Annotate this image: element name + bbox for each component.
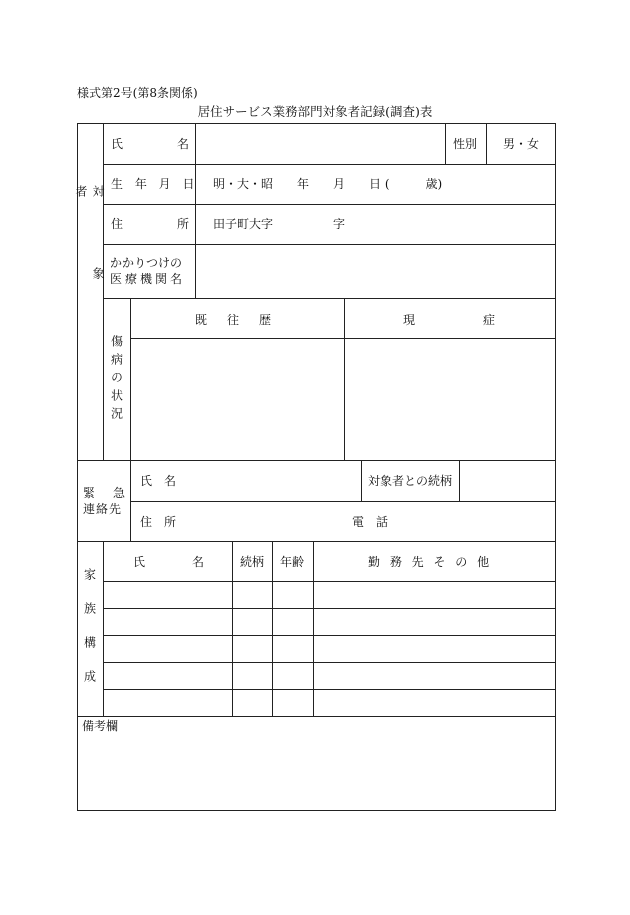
- gender-label: 性別: [453, 137, 478, 151]
- section-line: [77, 541, 556, 542]
- row-line: [103, 204, 556, 205]
- row-line: [103, 662, 556, 663]
- col-line: [459, 460, 460, 501]
- col-line: [232, 541, 233, 716]
- emergency-label-line1: 緊 急: [83, 486, 129, 500]
- col-line: [344, 298, 345, 460]
- col-line: [195, 123, 196, 298]
- emergency-label-line2: 連絡先: [83, 502, 123, 516]
- family-section-text: 家族構成: [82, 568, 97, 704]
- row-line: [130, 501, 556, 502]
- clinic-label-line1: かかりつけの: [110, 256, 183, 270]
- name-label-1: 氏: [111, 137, 124, 151]
- subject-section-text: 対象者: [74, 185, 105, 349]
- row-line: [103, 608, 556, 609]
- address-label-1: 住: [111, 217, 124, 231]
- gender-options: 男・女: [503, 137, 540, 151]
- row-line: [103, 244, 556, 245]
- history-label: 既 往 歴: [195, 313, 276, 327]
- form-border: [77, 123, 556, 811]
- col-line: [313, 541, 314, 716]
- family-col-name-1: 氏: [133, 555, 146, 569]
- form-title: 居住サービス業務部門対象者記録(調査)表: [197, 104, 433, 119]
- section-line: [77, 716, 556, 717]
- name-label-2: 名: [177, 137, 190, 151]
- col-line: [130, 298, 131, 541]
- illness-label-text: 傷病の状況: [109, 335, 124, 425]
- family-col-name-2: 名: [192, 555, 205, 569]
- birth-template: 明・大・昭 年 月 日 ( 歳): [213, 177, 443, 191]
- address-label-2: 所: [177, 217, 190, 231]
- form-number: 様式第2号(第8条関係): [77, 86, 198, 100]
- family-col-work: 勤 務 先 そ の 他: [368, 555, 493, 569]
- family-col-age: 年齢: [280, 555, 305, 569]
- illness-label: [108, 335, 126, 425]
- clinic-label-line2: 医療機関名: [110, 272, 186, 286]
- row-line: [103, 689, 556, 690]
- address-value-2: 字: [333, 217, 346, 231]
- col-line: [361, 460, 362, 501]
- row-line: [103, 581, 556, 582]
- col-line: [445, 123, 446, 164]
- remarks-label: 備考欄: [82, 719, 119, 733]
- row-line: [130, 338, 556, 339]
- row-line: [103, 635, 556, 636]
- section-line: [77, 460, 556, 461]
- current-label: 現 症: [403, 313, 500, 327]
- birth-label: 生 年 月 日: [111, 177, 199, 191]
- subject-section-label: [74, 185, 105, 405]
- family-col-relation: 続柄: [240, 555, 265, 569]
- emergency-name-label: 氏 名: [140, 474, 177, 488]
- col-line: [486, 123, 487, 164]
- emergency-phone-label: 電 話: [352, 515, 389, 529]
- row-line: [103, 298, 556, 299]
- col-line: [272, 541, 273, 716]
- col-line: [103, 541, 104, 716]
- family-section-label: [82, 568, 98, 704]
- address-value-1: 田子町大字: [213, 217, 274, 231]
- emergency-relation-label: 対象者との続柄: [368, 474, 453, 488]
- row-line: [103, 164, 556, 165]
- emergency-address-label: 住 所: [140, 515, 177, 529]
